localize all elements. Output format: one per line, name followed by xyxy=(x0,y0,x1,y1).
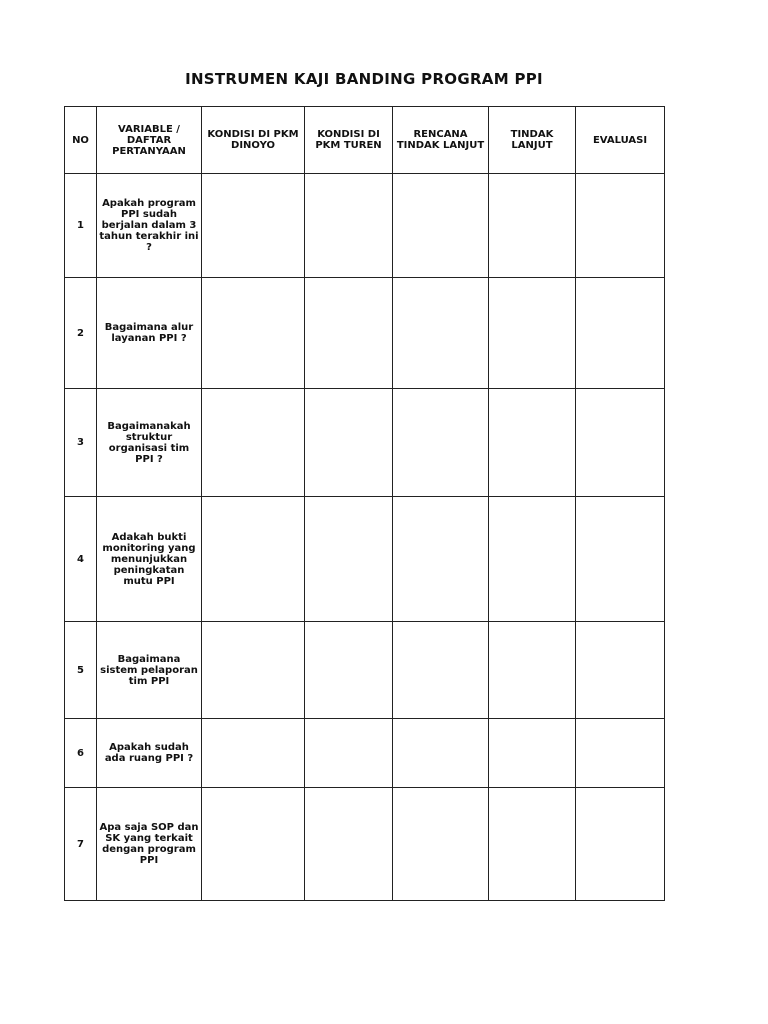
cell-kondisi-dinoyo xyxy=(202,278,305,389)
table-row xyxy=(65,788,665,901)
row-question: Apakah sudah ada ruang PPI ? xyxy=(97,719,202,788)
table-row xyxy=(65,719,665,788)
row-number: 4 xyxy=(65,497,97,622)
cell-rencana xyxy=(393,278,489,389)
cell-kondisi-turen xyxy=(305,389,393,497)
cell-kondisi-dinoyo xyxy=(202,788,305,901)
cell-kondisi-turen xyxy=(305,174,393,278)
header-variable: VARIABLE / DAFTAR PERTANYAAN xyxy=(97,107,202,174)
header-evaluasi: EVALUASI xyxy=(576,107,665,174)
cell-kondisi-dinoyo xyxy=(202,389,305,497)
row-question: Bagaimana alur layanan PPI ? xyxy=(97,278,202,389)
cell-evaluasi xyxy=(576,174,665,278)
cell-rencana xyxy=(393,719,489,788)
table-row xyxy=(65,174,665,278)
table-row xyxy=(65,389,665,497)
header-row xyxy=(65,107,665,174)
row-number: 6 xyxy=(65,719,97,788)
row-number: 5 xyxy=(65,622,97,719)
cell-rencana xyxy=(393,788,489,901)
row-question: Bagaimana sistem pelaporan tim PPI xyxy=(97,622,202,719)
row-number: 7 xyxy=(65,788,97,901)
cell-evaluasi xyxy=(576,788,665,901)
cell-rencana xyxy=(393,389,489,497)
cell-kondisi-dinoyo xyxy=(202,497,305,622)
cell-rencana xyxy=(393,497,489,622)
cell-kondisi-turen xyxy=(305,719,393,788)
cell-tindak xyxy=(489,622,576,719)
row-question: Apa saja SOP dan SK yang terkait dengan program PPI xyxy=(97,788,202,901)
cell-evaluasi xyxy=(576,497,665,622)
row-question: Bagaimanakah struktur organisasi tim PPI ? xyxy=(97,389,202,497)
cell-kondisi-dinoyo xyxy=(202,719,305,788)
header-tindak-lanjut: TINDAK LANJUT xyxy=(489,107,576,174)
cell-kondisi-turen xyxy=(305,622,393,719)
cell-tindak xyxy=(489,278,576,389)
cell-kondisi-dinoyo xyxy=(202,174,305,278)
header-kondisi-turen: KONDISI DI PKM TUREN xyxy=(305,107,393,174)
header-kondisi-dinoyo: KONDISI DI PKM DINOYO xyxy=(202,107,305,174)
cell-rencana xyxy=(393,174,489,278)
cell-evaluasi xyxy=(576,719,665,788)
cell-kondisi-dinoyo xyxy=(202,622,305,719)
row-question: Adakah bukti monitoring yang menunjukkan peningkatan mutu PPI xyxy=(97,497,202,622)
cell-kondisi-turen xyxy=(305,497,393,622)
document-title: INSTRUMEN KAJI BANDING PROGRAM PPI xyxy=(185,70,543,88)
cell-kondisi-turen xyxy=(305,278,393,389)
cell-evaluasi xyxy=(576,389,665,497)
row-number: 2 xyxy=(65,278,97,389)
comparison-table xyxy=(64,106,665,901)
cell-evaluasi xyxy=(576,278,665,389)
table-row xyxy=(65,497,665,622)
cell-tindak xyxy=(489,389,576,497)
header-no: NO xyxy=(65,107,97,174)
cell-rencana xyxy=(393,622,489,719)
cell-kondisi-turen xyxy=(305,788,393,901)
row-number: 1 xyxy=(65,174,97,278)
cell-tindak xyxy=(489,174,576,278)
header-rencana-tindak-lanjut: RENCANA TINDAK LANJUT xyxy=(393,107,489,174)
cell-tindak xyxy=(489,788,576,901)
table-row xyxy=(65,622,665,719)
row-question: Apakah program PPI sudah berjalan dalam 3 tahun terakhir ini ? xyxy=(97,174,202,278)
table-row xyxy=(65,278,665,389)
cell-tindak xyxy=(489,719,576,788)
row-number: 3 xyxy=(65,389,97,497)
cell-evaluasi xyxy=(576,622,665,719)
cell-tindak xyxy=(489,497,576,622)
